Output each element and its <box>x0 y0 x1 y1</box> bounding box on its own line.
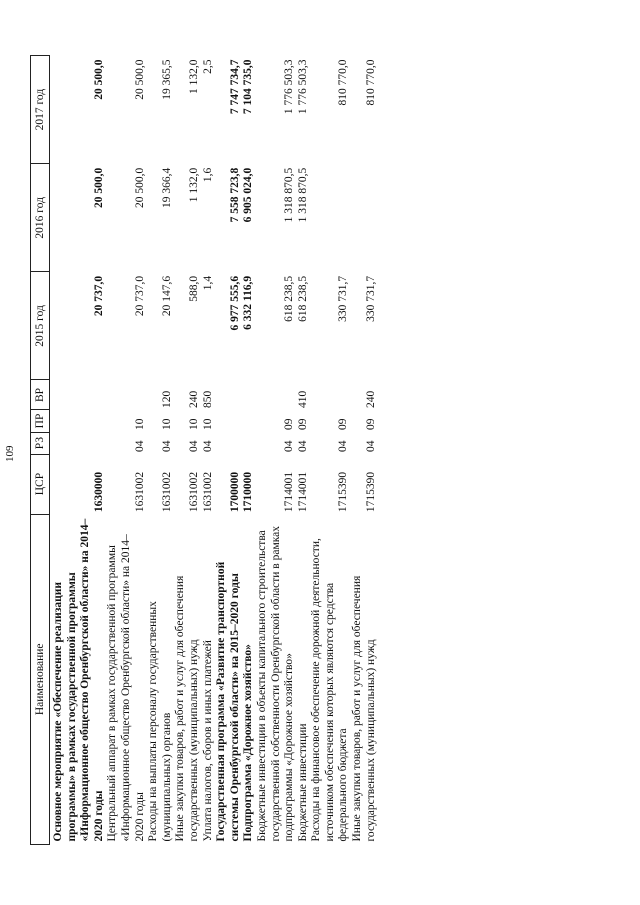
budget-table <box>30 55 378 845</box>
row-rz: 04 <box>337 440 350 453</box>
row-csr: 1631002 <box>187 471 200 513</box>
row-rz: 04 <box>201 440 214 453</box>
row-2015: 6 332 116,9 <box>242 275 255 330</box>
header-rz: РЗ <box>31 432 50 454</box>
row-2015: 1,4 <box>201 275 214 291</box>
row-2015: 20 147,6 <box>160 275 173 317</box>
row-vr <box>50 380 107 410</box>
table-row <box>202 56 216 845</box>
table-row <box>215 56 242 845</box>
row-csr: 1630000 <box>92 471 105 513</box>
table-row <box>256 56 297 845</box>
row-2017: 2,5 <box>201 59 214 74</box>
row-pr: 10 <box>187 418 200 431</box>
row-rz: 04 <box>296 440 309 453</box>
row-name: Основное мероприятие «Обеспечение реализации программы» в рамках государственной программы «Информационное общество Оренбургской области» на 2014–2020 годы <box>52 518 105 842</box>
row-name: Бюджетные инвестиции <box>296 723 309 842</box>
row-vr <box>242 380 256 410</box>
row-vr <box>310 380 351 410</box>
row-rz: 04 <box>133 440 146 453</box>
row-vr <box>106 380 147 410</box>
table-row <box>310 56 351 845</box>
row-2016: 1 318 870,5 <box>296 167 309 223</box>
row-2015: 588,0 <box>187 275 200 302</box>
row-pr <box>215 410 242 432</box>
row-vr: 240 <box>364 390 377 408</box>
row-2017: 20 500,0 <box>133 59 146 100</box>
row-pr: 10 <box>133 418 146 431</box>
table-row <box>174 56 201 845</box>
header-row <box>31 56 50 845</box>
row-2015: 618 238,5 <box>296 275 309 322</box>
row-2015: 20 737,0 <box>133 275 146 317</box>
row-2015: 330 731,7 <box>337 275 350 322</box>
row-2016: 1,6 <box>201 167 214 183</box>
row-2016: 1 318 870,5 <box>283 167 296 223</box>
row-csr: 1631002 <box>201 471 214 513</box>
row-name: Расходы на выплаты персоналу государственных (муниципальных) органов <box>147 601 173 842</box>
row-2017: 810 770,0 <box>364 59 377 106</box>
row-name: Уплата налогов, сборов и иных платежей <box>201 640 214 842</box>
row-rz: 04 <box>283 440 296 453</box>
row-vr: 410 <box>296 390 309 408</box>
row-2016: 6 905 024,0 <box>242 167 255 223</box>
row-name: Иные закупки товаров, работ и услуг для обеспечения государственных (муниципальных) нужд <box>351 575 377 842</box>
row-2015: 20 737,0 <box>92 275 105 317</box>
row-pr: 10 <box>160 418 173 431</box>
row-rz <box>50 432 107 454</box>
row-csr: 1715390 <box>364 471 377 513</box>
row-2017: 20 500,0 <box>92 59 105 100</box>
row-2017: 7 104 735,0 <box>242 59 255 115</box>
row-name: Государственная программа «Развитие транспортной системы Оренбургской области» на 2015–2020 годы <box>215 561 241 842</box>
row-vr: 240 <box>187 390 200 408</box>
row-2015: 6 977 555,6 <box>228 275 241 331</box>
header-2017: 2017 год <box>31 56 50 164</box>
row-csr: 1710000 <box>242 471 255 513</box>
row-2016: 20 500,0 <box>92 167 105 208</box>
row-rz: 04 <box>187 440 200 453</box>
row-pr <box>50 410 107 432</box>
header-name: Наименование <box>31 514 50 844</box>
row-csr: 1714001 <box>296 471 309 513</box>
row-pr: 10 <box>201 418 214 431</box>
row-vr <box>256 380 297 410</box>
table-row <box>242 56 256 845</box>
row-2016: 1 132,0 <box>187 167 200 203</box>
row-2017: 810 770,0 <box>337 59 350 106</box>
row-csr: 1714001 <box>283 471 296 513</box>
row-vr: 850 <box>201 390 214 408</box>
row-rz: 04 <box>160 440 173 453</box>
row-csr: 1631002 <box>133 471 146 513</box>
row-pr: 09 <box>283 418 296 431</box>
row-2015: 618 238,5 <box>283 275 296 322</box>
header-2015: 2015 год <box>31 272 50 380</box>
table-row <box>50 56 107 845</box>
header-2016: 2016 год <box>31 164 50 272</box>
row-2016: 7 558 723,8 <box>228 167 241 223</box>
row-2017: 1 776 503,3 <box>283 59 296 115</box>
row-2016: 19 366,4 <box>160 167 173 208</box>
header-csr: ЦСР <box>31 454 50 514</box>
row-2017: 7 747 734,7 <box>228 59 241 115</box>
row-csr: 1631002 <box>160 471 173 513</box>
header-pr: ПР <box>31 410 50 432</box>
row-2015: 330 731,7 <box>364 275 377 322</box>
row-2016 <box>351 164 378 272</box>
row-2016: 20 500,0 <box>133 167 146 208</box>
row-name: Бюджетные инвестиции в объекты капитального строительства государственной собственности Оренбургской области в рамках подпрограммы «Дорожное хозяйство» <box>255 526 296 842</box>
row-2017: 19 365,5 <box>160 59 173 100</box>
row-pr <box>242 410 256 432</box>
row-name: Иные закупки товаров, работ и услуг для обеспечения государственных (муниципальных) нужд <box>174 575 200 842</box>
row-name: Центральный аппарат в рамках государственной программы «Информационное общество Оренбургской области» на 2014–2020 годы <box>106 534 146 842</box>
row-rz <box>242 432 256 454</box>
header-vr: ВР <box>31 380 50 410</box>
table-row <box>297 56 311 845</box>
row-vr: 120 <box>160 390 173 408</box>
row-csr: 1715390 <box>337 471 350 513</box>
table-row <box>147 56 174 845</box>
row-name: Подпрограмма «Дорожное хозяйство» <box>242 644 255 842</box>
table-row <box>106 56 147 845</box>
row-2017: 1 776 503,3 <box>296 59 309 115</box>
page-number: 109 <box>4 445 16 462</box>
row-rz: 04 <box>364 440 377 453</box>
row-pr: 09 <box>364 418 377 431</box>
row-name: Расходы на финансовое обеспечение дорожной деятельности, источником обеспечения которых являются средства федерального бюджета <box>310 538 350 842</box>
row-rz <box>215 432 242 454</box>
row-csr: 1700000 <box>228 471 241 513</box>
row-2016 <box>310 164 351 272</box>
row-pr: 09 <box>296 418 309 431</box>
row-pr: 09 <box>337 418 350 431</box>
row-2017: 1 132,0 <box>187 59 200 94</box>
table-row <box>351 56 378 845</box>
row-vr <box>215 380 242 410</box>
